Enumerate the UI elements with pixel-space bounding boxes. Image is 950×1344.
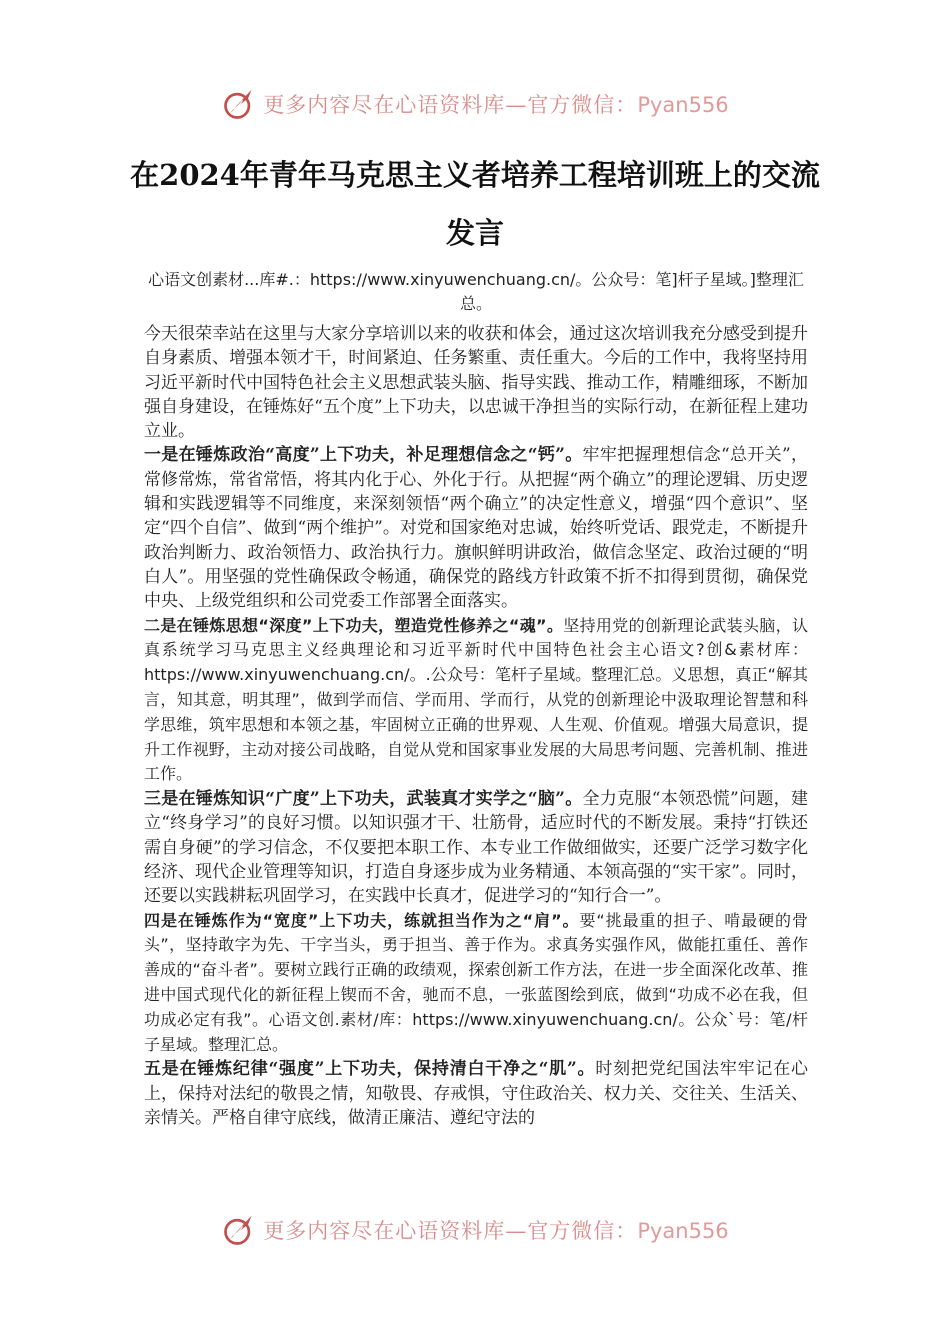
- banner-text: 更多内容尽在心语资料库—官方微信：Pyan556: [263, 93, 729, 117]
- paragraph-lead: 一是在锤炼政治“高度”上下功夫，补足理想信念之“钙”。: [144, 445, 583, 466]
- paragraph-3: 三是在锤炼知识“广度”上下功夫，武装真才实学之“脑”。全力克服“本领恐慌”问题，建立“终身学习”的良好习惯。以知识强才干、壮筋骨，适应时代的不断发展。秉持“打铁还需自身硬”的学习信念，不仅要把本职工作、本专业工作做细做实，还要广泛学习数字化经济、现代企业管理等知识，打造自身逐步成为业务精通、本领高强的“实干家”。同时，还要以实践耕耘巩固学习，在实践中长真才，促进学习的“知行合一”。: [144, 789, 808, 907]
- paragraph-lead: 二是在锤炼思想“深度”上下功夫，塑造党性修养之“魂”。: [144, 615, 564, 635]
- paragraph-2: 二是在锤炼思想“深度”上下功夫，塑造党性修养之“魂”。坚持用党的创新理论武装头脑，认真系统学习马克思主义经典理论和习近平新时代中国特色社会主心语文?创&素材库：https://www.xinyuwenchuang.cn/。.公众号：笔杆子星域。整理汇总。义思想，真正“解其言，知其意，明其理”，做到学而信、学而用、学而行，从党的创新理论中汲取理论智慧和科学思维，筑牢思想和本领之基，牢固树立正确的世界观、人生观、价值观。增强大局意识，提升工作视野，主动对接公司战略，自觉从党和国家事业发展的大局思考问题、完善机制、推进工作。: [144, 615, 808, 784]
- paragraph-lead: 五是在锤炼纪律“强度”上下功夫，保持清白干净之“肌”。: [144, 1059, 596, 1080]
- quill-logo-icon: [221, 1212, 257, 1248]
- paragraph-4: 四是在锤炼作为“宽度”上下功夫，练就担当作为之“肩”。要“挑最重的担子、啃最硬的骨头”，坚持敢字为先、干字当头，勇于担当、善于作为。求真务实强作风，做能扛重任、善作善成的“奋斗者”。要树立践行正确的政绩观，探索创新工作方法，在进一步全面深化改革、推进中国式现代化的新征程上锲而不舍，驰而不息，一张蓝图绘到底，做到“功成不必在我，但功成必定有我”。心语文创.素材/库：https://www.xinyuwenchuang.cn/。公众`号：笔/杆子星域。整理汇总。: [144, 910, 808, 1054]
- document-body: [144, 268, 808, 1130]
- paragraph-lead: 三是在锤炼知识“广度”上下功夫，武装真才实学之“脑”。: [144, 789, 583, 810]
- paragraph-intro: 今天很荣幸站在这里与大家分享培训以来的收获和体会，通过这次培训我充分感受到提升自身素质、增强本领才干，时间紧迫、任务繁重、责任重大。今后的工作中，我将坚持用习近平新时代中国特色社会主义思想武装头脑、指导实践、推动工作，精雕细琢，不断加强自身建设，在锤炼好“五个度”上下功夫，以忠诚干净担当的实际行动，在新征程上建功立业。: [144, 324, 808, 442]
- banner-text: 更多内容尽在心语资料库—官方微信：Pyan556: [263, 1219, 729, 1243]
- quill-logo-icon: [221, 86, 257, 122]
- header-banner: [0, 84, 950, 124]
- paragraph-5: 五是在锤炼纪律“强度”上下功夫，保持清白干净之“肌”。时刻把党纪国法牢牢记在心上，保持对法纪的敬畏之情，知敬畏、存戒惧，守住政治关、权力关、交往关、生活关、亲情关。严格自律守底线，做清正廉洁、遵纪守法的: [144, 1059, 808, 1128]
- paragraph-1: 一是在锤炼政治“高度”上下功夫，补足理想信念之“钙”。牢牢把握理想信念“总开关”，常修常炼，常省常悟，将其内化于心、外化于行。从把握“两个确立”的理论逻辑、历史逻辑和实践逻辑等不同维度，来深刻领悟“两个确立”的决定性意义，增强“四个意识”、坚定“四个自信”、做到“两个维护”。对党和国家绝对忠诚，始终听党话、跟党走，不断提升政治判断力、政治领悟力、政治执行力。旗帜鲜明讲政治，做信念坚定、政治过硬的“明白人”。用坚强的党性确保政令畅通，确保党的路线方针政策不折不扣得到贯彻，确保党中央、上级党组织和公司党委工作部署全面落实。: [144, 445, 808, 612]
- source-note: 心语文创素材...库#.：https://www.xinyuwenchuang.cn/。公众号：笔]杆子星域。]整理汇总。: [148, 270, 804, 313]
- document-title: 在2024年青年马克思主义者培养工程培训班上的交流发言: [130, 158, 820, 250]
- footer-banner: [0, 1210, 950, 1250]
- paragraph-lead: 四是在锤炼作为“宽度”上下功夫，练就担当作为之“肩”。: [144, 910, 580, 930]
